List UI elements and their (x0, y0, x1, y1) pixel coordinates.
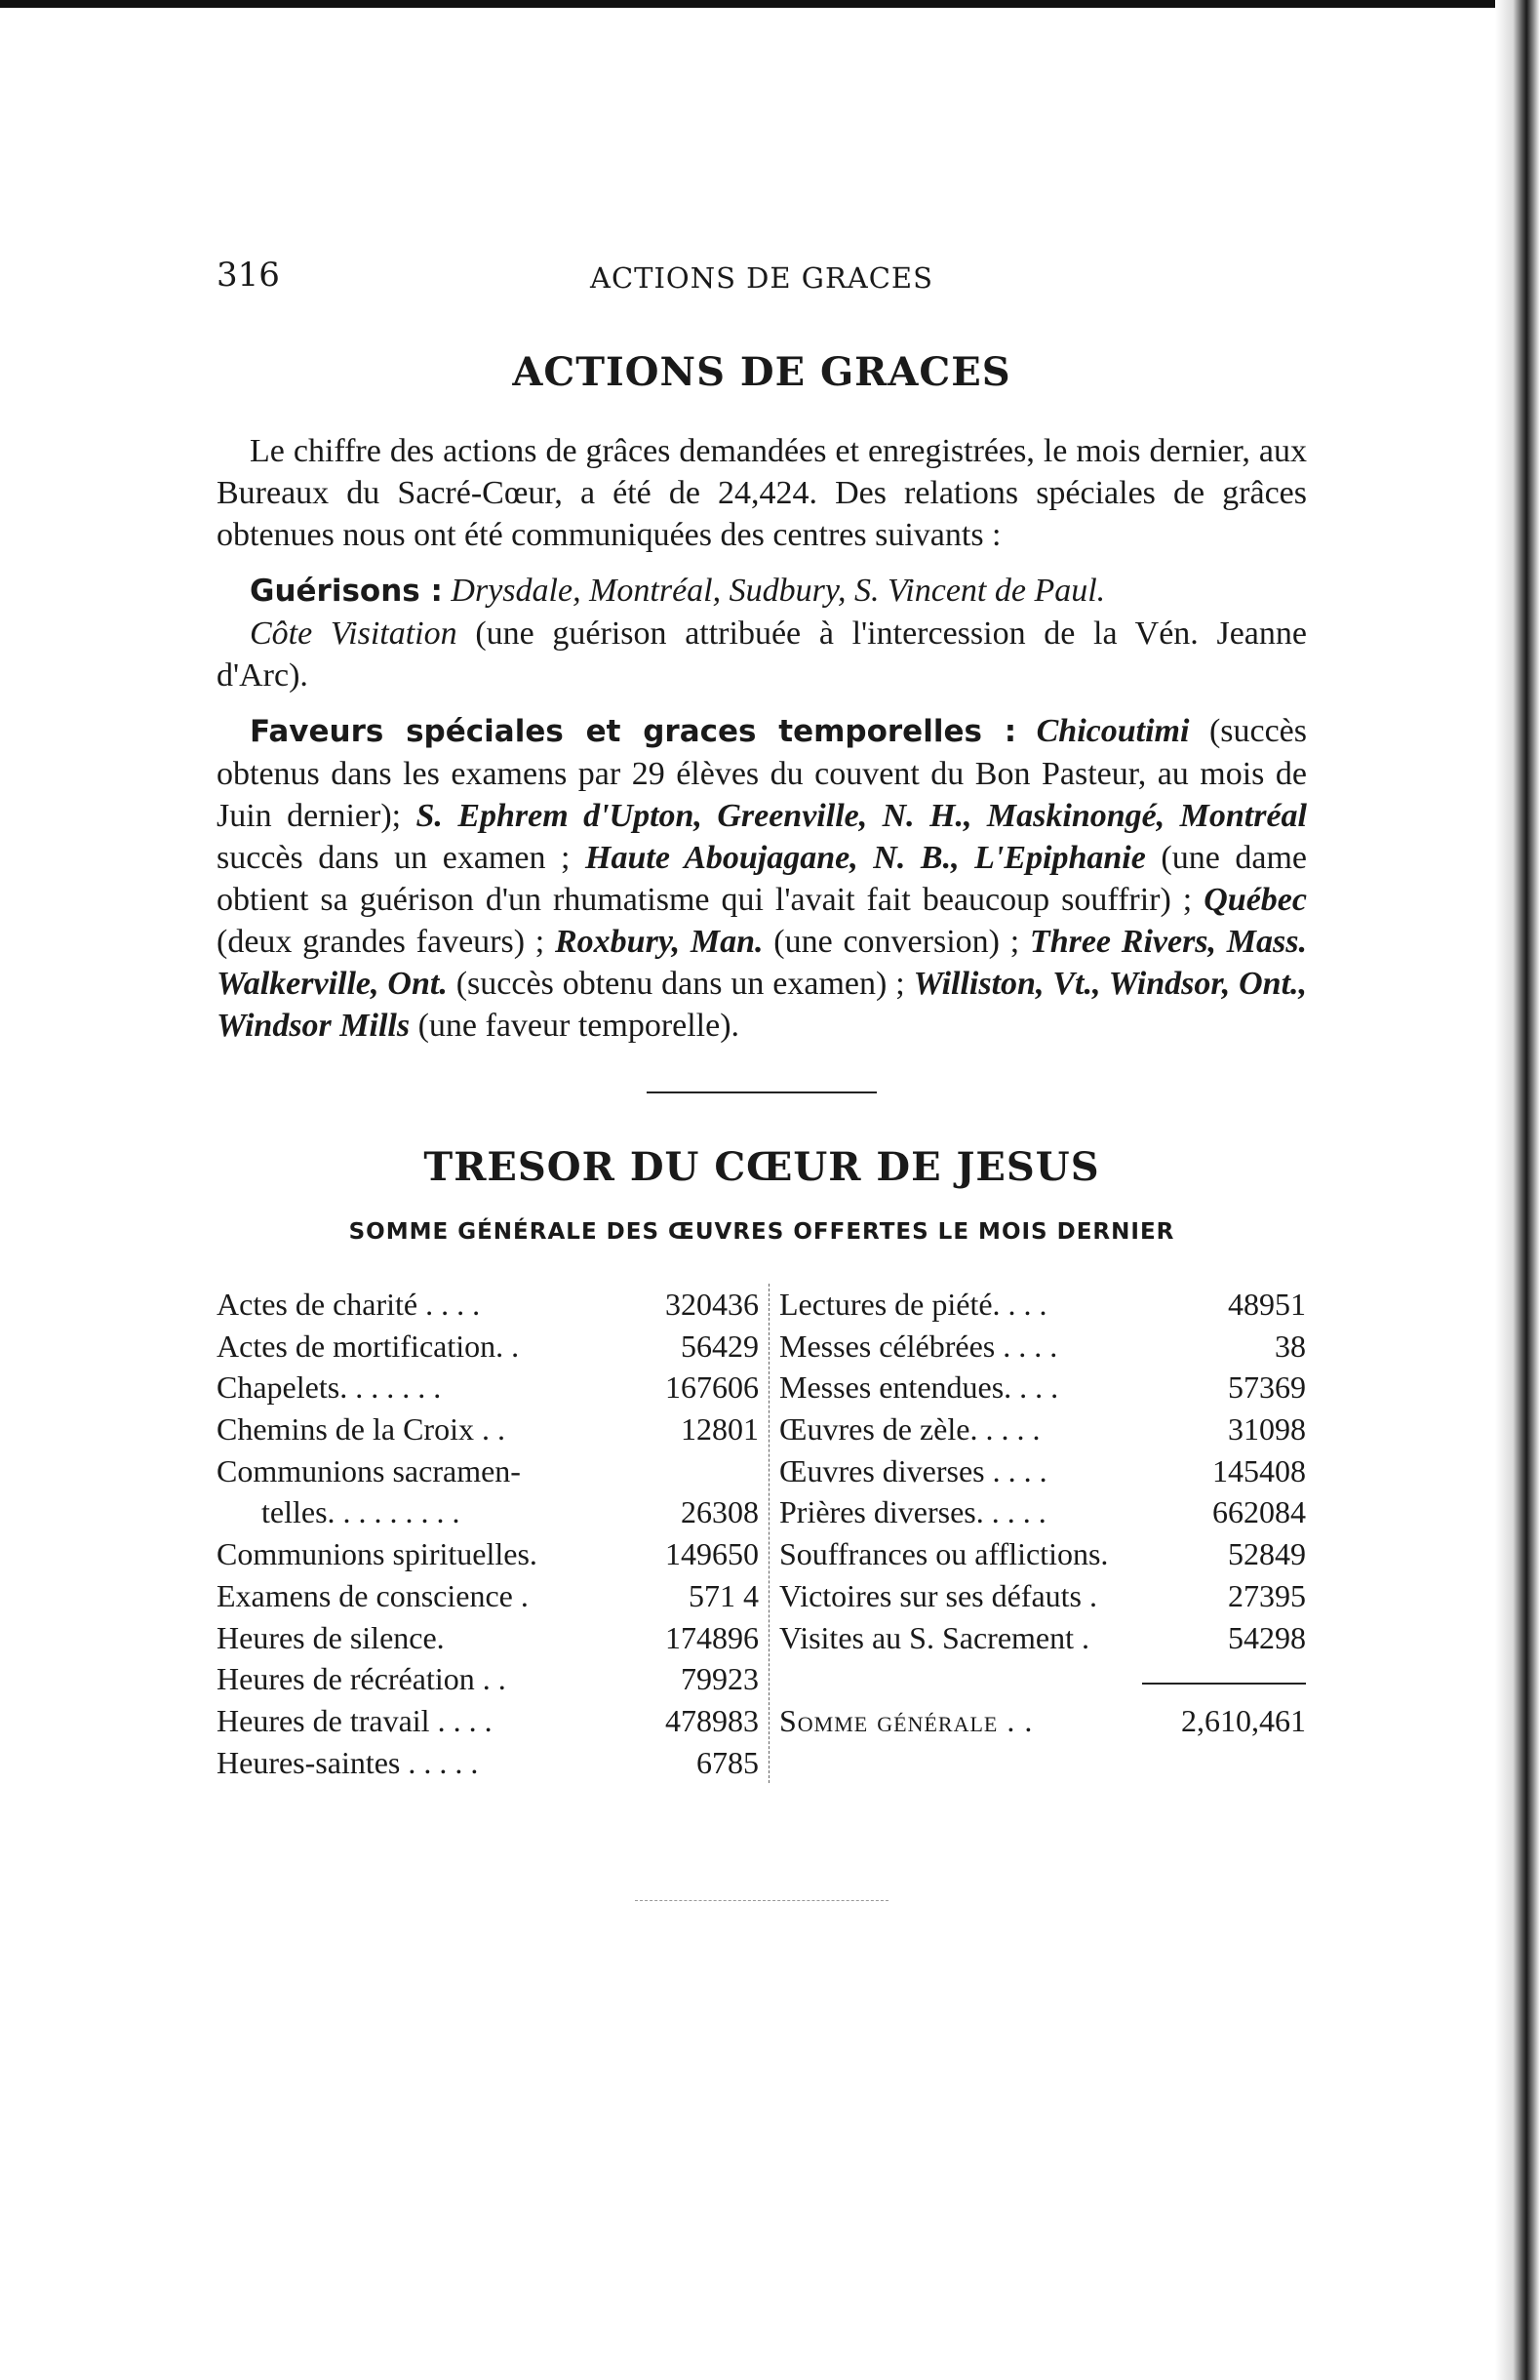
row-value: 79923 (681, 1661, 759, 1697)
faveurs-place: Haute Aboujagane, N. B., L'Epiphanie (585, 840, 1146, 876)
row-value: 145408 (1212, 1452, 1306, 1488)
row-label: Heures de travail . . . . (217, 1702, 493, 1738)
table-row (779, 1617, 1306, 1659)
row-label: Heures de silence. (217, 1619, 445, 1655)
guerisons-label: Guérisons : (250, 574, 443, 609)
row-value: 54298 (1228, 1619, 1306, 1655)
table-row (779, 1491, 1306, 1533)
table-row (217, 1450, 759, 1492)
row-value: 38 (1275, 1328, 1306, 1364)
row-label: Chemins de la Croix . . (217, 1411, 505, 1448)
row-value: 31098 (1228, 1411, 1306, 1448)
row-value: 6785 (696, 1744, 759, 1780)
row-label: Communions sacramen- (217, 1452, 521, 1488)
row-value: 320436 (665, 1287, 759, 1322)
running-title: ACTIONS DE GRACES (590, 261, 933, 295)
row-label: Visites au S. Sacrement . (779, 1619, 1090, 1655)
row-label: Communions spirituelles. (217, 1536, 537, 1572)
row-value: 57369 (1228, 1369, 1306, 1406)
table-row (217, 1658, 759, 1700)
running-header (217, 256, 1307, 304)
row-label: Chapelets. . . . . . . (217, 1369, 442, 1406)
faveurs-text: (succès obtenus dans les examens par 29 élèves du couvent du Bon Pasteur, au mois de Juin dernier); (217, 713, 1308, 834)
faveurs-place: Williston, Vt., Windsor, Ont., Windsor Mills (217, 966, 1308, 1044)
table-row (779, 1367, 1306, 1408)
faveurs-text: (une dame obtient sa guérison d'un rhumatisme qui l'avait fait beaucoup souffrir) ; (217, 840, 1307, 918)
table-row (217, 1491, 759, 1533)
section-title-actions-de-graces: ACTIONS DE GRACES (512, 349, 1011, 395)
table-row (779, 1326, 1306, 1368)
total-value: 2,610,461 (1181, 1702, 1306, 1738)
faveurs-place: Three Rivers, Mass. Walkerville, Ont. (217, 924, 1307, 1002)
page-content (217, 256, 1307, 1901)
row-value: 478983 (665, 1702, 759, 1738)
table-row (217, 1617, 759, 1659)
row-value: 48951 (1228, 1287, 1306, 1322)
table-row (217, 1700, 759, 1742)
row-label: Heures-saintes . . . . . (217, 1744, 479, 1780)
faveurs-text: (succès obtenu dans un examen) ; (447, 966, 914, 1002)
row-label: Œuvres de zèle. . . . . (779, 1411, 1041, 1448)
row-value (652, 1450, 759, 1492)
intro-paragraph: Le chiffre des actions de grâces demandées et enregistrées, le mois dernier, aux Bureaux du Sacré-Cœur, a été de 24,424. Des relations spéciales de grâces obtenues nous ont été communiquées des centres suivants : (217, 433, 1307, 553)
total-label: Somme générale . . (779, 1702, 1034, 1738)
faveurs-text: (deux grandes faveurs) ; (217, 924, 555, 960)
row-label: Heures de récréation . . (217, 1661, 506, 1697)
section-title-tresor: TRESOR DU CŒUR DE JESUS (423, 1144, 1100, 1190)
cote-text: (une guérison attribuée à l'intercession de la Vén. Jeanne d'Arc). (217, 615, 1307, 694)
row-label: Prières diverses. . . . . (779, 1494, 1046, 1530)
tresor-subtitle: SOMME GÉNÉRALE DES ŒUVRES OFFERTES LE MOIS DERNIER (348, 1219, 1175, 1245)
guerisons-paragraph (217, 570, 1307, 613)
total-rule (1142, 1658, 1306, 1685)
top-border (0, 0, 1540, 8)
faveurs-place: S. Ephrem d'Upton, Greenville, N. H., Maskinongé, Montréal (415, 798, 1307, 834)
row-label: Actes de charité . . . . (217, 1287, 481, 1322)
faveurs-place: Roxbury, Man. (555, 924, 764, 960)
row-label: Examens de conscience . (217, 1577, 529, 1613)
tresor-left-column (217, 1284, 770, 1783)
row-value: 167606 (665, 1369, 759, 1406)
cote-place: Côte Visitation (250, 615, 457, 652)
row-value: 26308 (681, 1494, 759, 1530)
table-row (217, 1742, 759, 1784)
faveurs-text: succès dans un examen ; (217, 840, 586, 876)
row-label: Victoires sur ses défauts . (779, 1577, 1097, 1613)
total-row (779, 1700, 1306, 1742)
faveurs-text: (une faveur temporelle). (410, 1008, 740, 1044)
row-value: 52849 (1228, 1536, 1306, 1572)
row-value: 174896 (665, 1619, 759, 1655)
faveurs-text: (une conversion) ; (763, 924, 1030, 960)
table-row (217, 1533, 759, 1575)
row-value: 56429 (681, 1328, 759, 1364)
table-row (779, 1533, 1306, 1575)
faveurs-place: Québec (1204, 882, 1307, 918)
cote-visitation-paragraph (217, 613, 1307, 696)
table-row (217, 1367, 759, 1408)
row-value: 27395 (1228, 1577, 1306, 1613)
page-number: 316 (217, 256, 280, 295)
table-row (779, 1284, 1306, 1326)
tresor-right-column (770, 1284, 1306, 1783)
row-label: telles. . . . . . . . . (261, 1494, 460, 1530)
row-value: 149650 (665, 1536, 759, 1572)
table-row (217, 1326, 759, 1368)
table-row (779, 1408, 1306, 1450)
row-value: 571 4 (689, 1577, 759, 1613)
faveurs-paragraph (217, 710, 1307, 1047)
row-label: Messes entendues. . . . (779, 1369, 1059, 1406)
table-row (217, 1284, 759, 1326)
total-rule-row (779, 1658, 1306, 1700)
row-label: Lectures de piété. . . . (779, 1287, 1047, 1322)
row-label: Actes de mortification. . (217, 1328, 520, 1364)
section-divider (647, 1091, 877, 1093)
row-label: Œuvres diverses . . . . (779, 1452, 1047, 1488)
page-edge-shadow (1495, 0, 1540, 2380)
table-row (217, 1408, 759, 1450)
faveurs-place: Chicoutimi (1036, 713, 1190, 749)
tresor-table (217, 1284, 1307, 1783)
table-row (779, 1450, 1306, 1492)
row-value: 662084 (1212, 1494, 1306, 1530)
guerisons-places: Drysdale, Montréal, Sudbury, S. Vincent de Paul. (451, 573, 1106, 609)
row-label: Messes célébrées . . . . (779, 1328, 1058, 1364)
table-row (217, 1575, 759, 1617)
row-value: 12801 (681, 1411, 759, 1448)
table-row (779, 1575, 1306, 1617)
footer-mark (635, 1900, 888, 1901)
faveurs-label: Faveurs spéciales et graces temporelles : (250, 714, 1017, 749)
row-label: Souffrances ou afflictions. (779, 1536, 1109, 1572)
